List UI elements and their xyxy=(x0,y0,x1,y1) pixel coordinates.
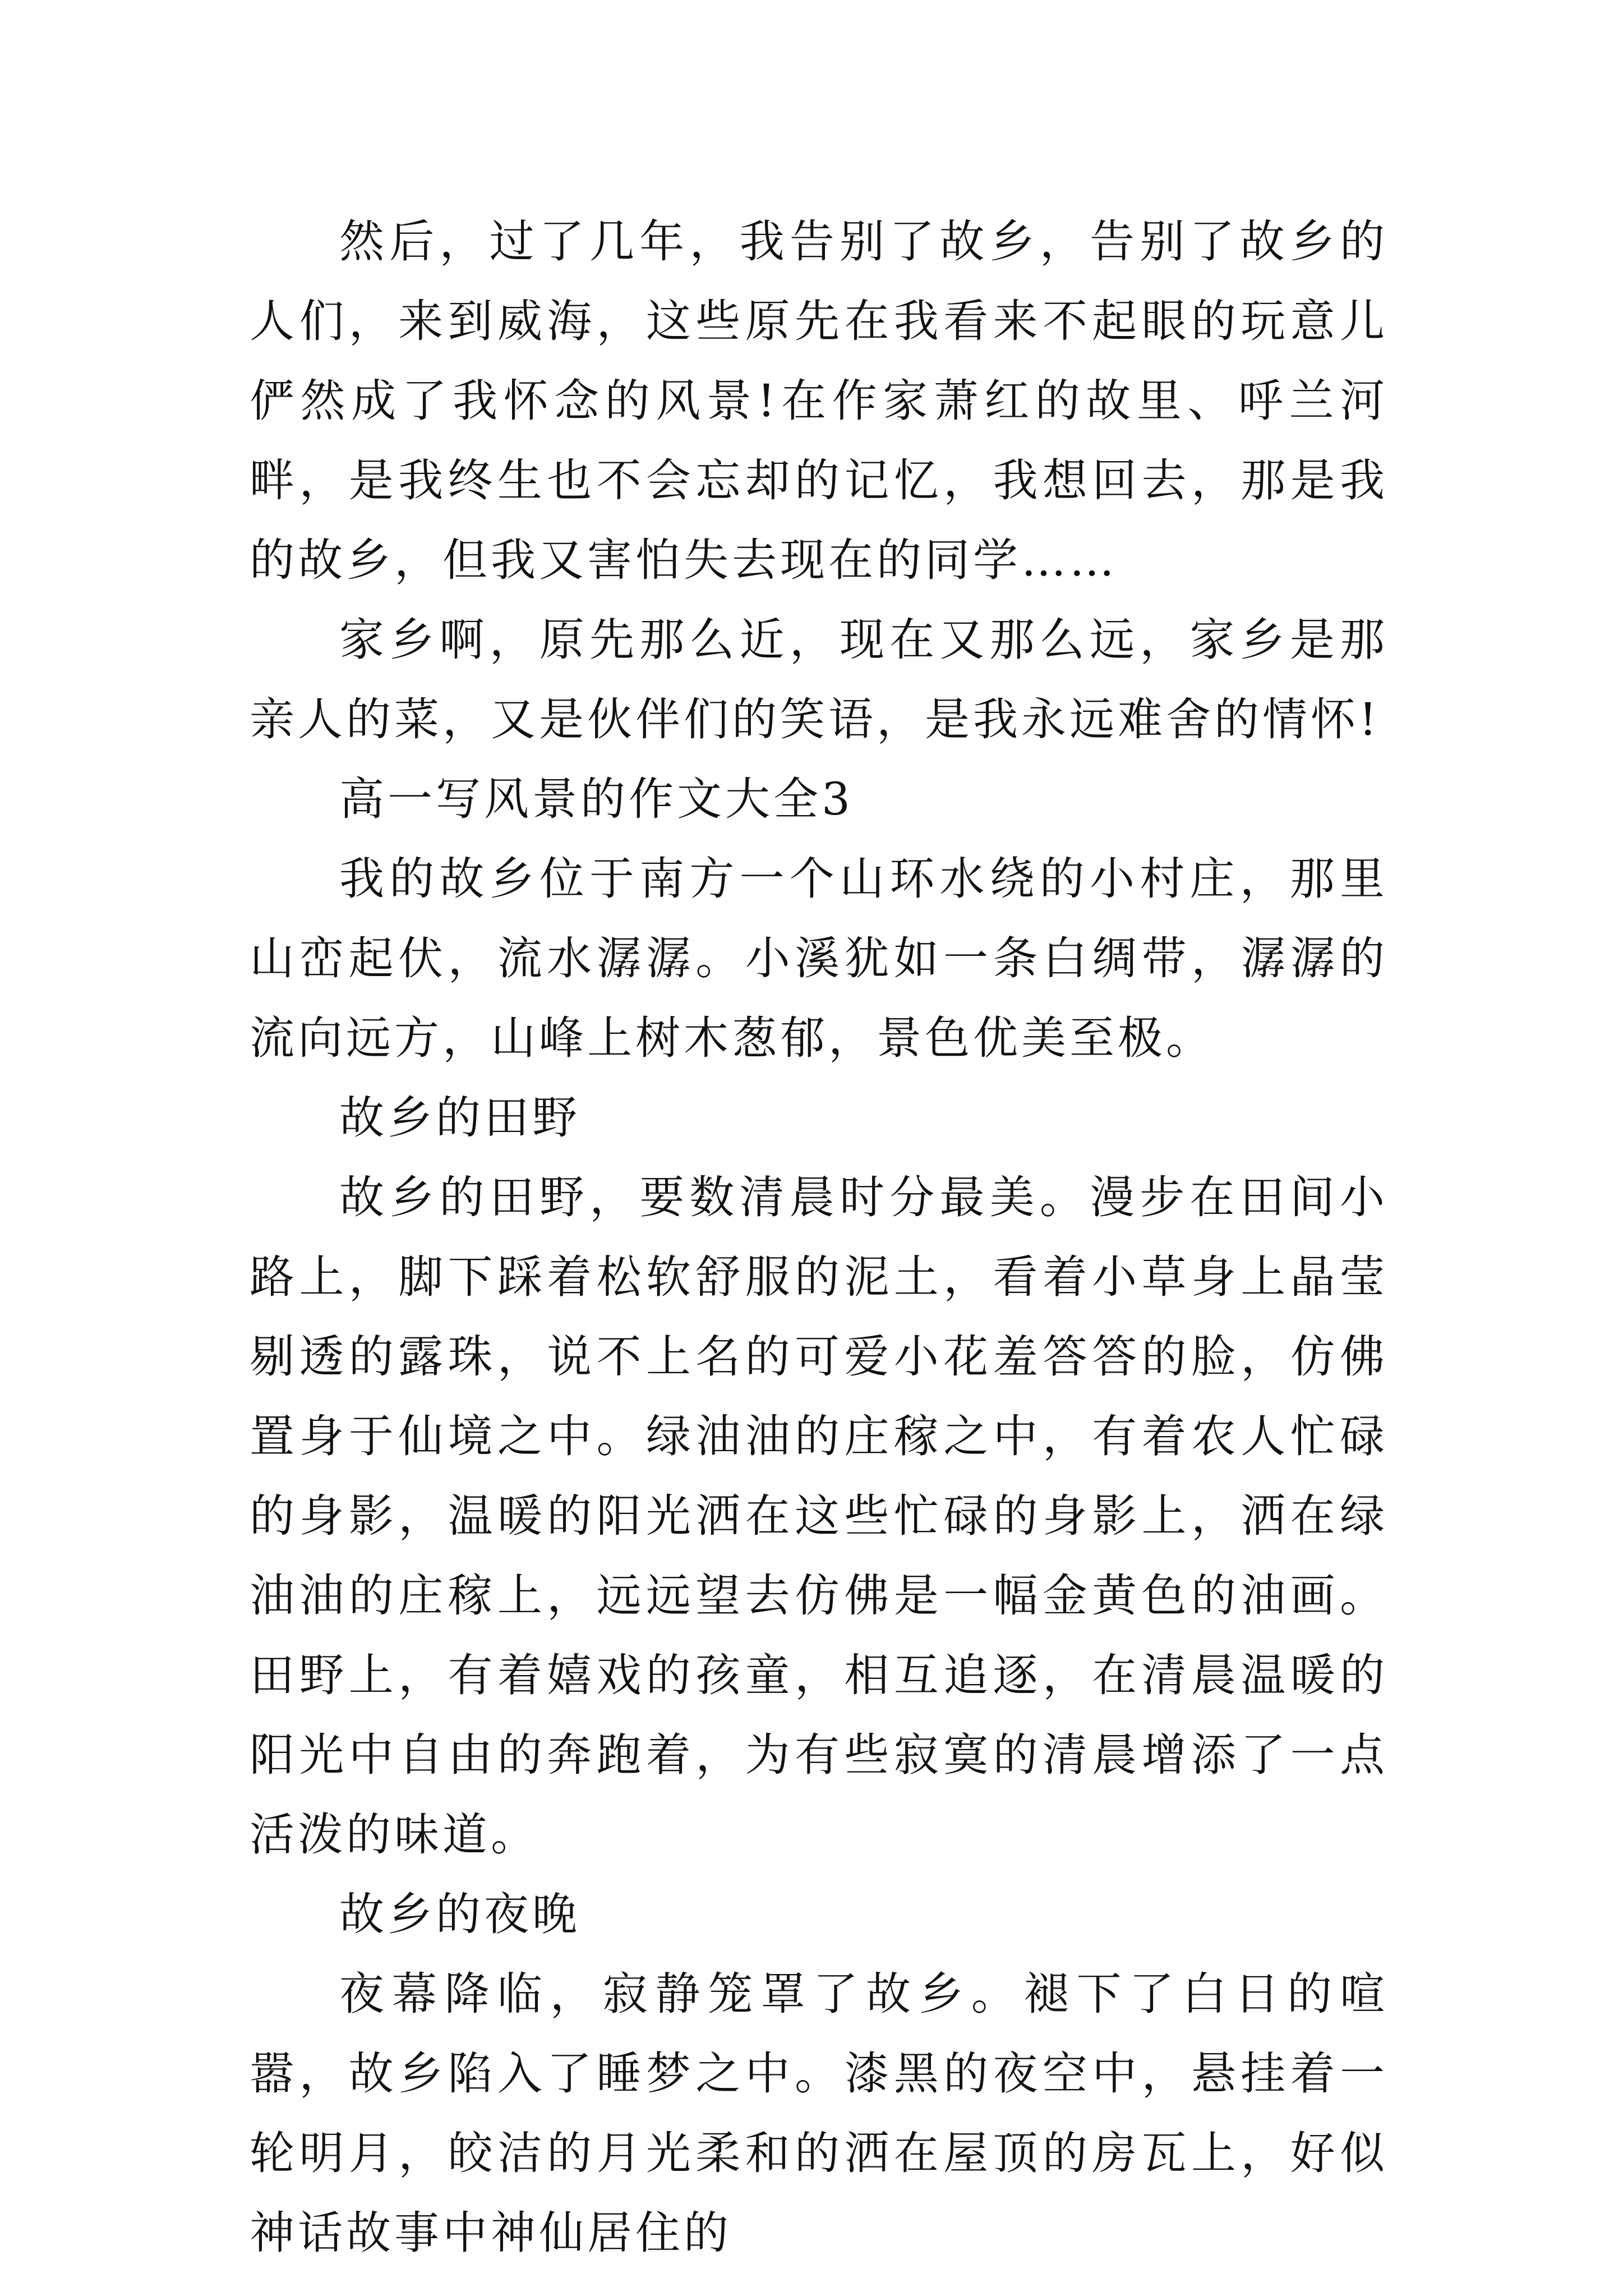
paragraph-fields: 故乡的田野，要数清晨时分最美。漫步在田间小路上，脚下踩着松软舒服的泥土，看着小草身上晶莹剔透的露珠，说不上名的可爱小花羞答答的脸，仿佛置身于仙境之中。绿油油的庄稼之中，有着农人忙碌的身影，温暖的阳光洒在这些忙碌的身影上，洒在绿油油的庄稼上，远远望去仿佛是一幅金黄色的油画。田野上，有着嬉戏的孩童，相互追逐，在清晨温暖的阳光中自由的奔跑着，为有些寂寞的清晨增添了一点活泼的味道。 xyxy=(250,1171,1388,1861)
paragraph-night: 夜幕降临，寂静笼罩了故乡。褪下了白日的喧嚣，故乡陷入了睡梦之中。漆黑的夜空中，悬挂着一轮明月，皎洁的月光柔和的洒在屋顶的房瓦上，好似神话故事中神仙居住的 xyxy=(250,1968,1388,2259)
section-heading-fields: 故乡的田野 xyxy=(339,1092,580,1144)
section-heading-night: 故乡的夜晚 xyxy=(339,1888,580,1940)
paragraph-hometown-feeling: 家乡啊，原先那么近，现在又那么远，家乡是那亲人的菜，又是伙伴们的笑语，是我永远难舍的情怀! xyxy=(250,614,1388,746)
document-body xyxy=(250,202,1388,2273)
paragraph-farewell: 然后，过了几年，我告别了故乡，告别了故乡的人们，来到威海，这些原先在我看来不起眼的玩意儿俨然成了我怀念的风景!在作家萧红的故里、呼兰河畔，是我终生也不会忘却的记忆，我想回去，那是我的故乡，但我又害怕失去现在的同学…… xyxy=(250,215,1388,586)
essay-title: 高一写风景的作文大全3 xyxy=(339,773,854,825)
paragraph-village-intro: 我的故乡位于南方一个山环水绕的小村庄，那里山峦起伏，流水潺潺。小溪犹如一条白绸带，潺潺的流向远方，山峰上树木葱郁，景色优美至极。 xyxy=(250,853,1388,1064)
